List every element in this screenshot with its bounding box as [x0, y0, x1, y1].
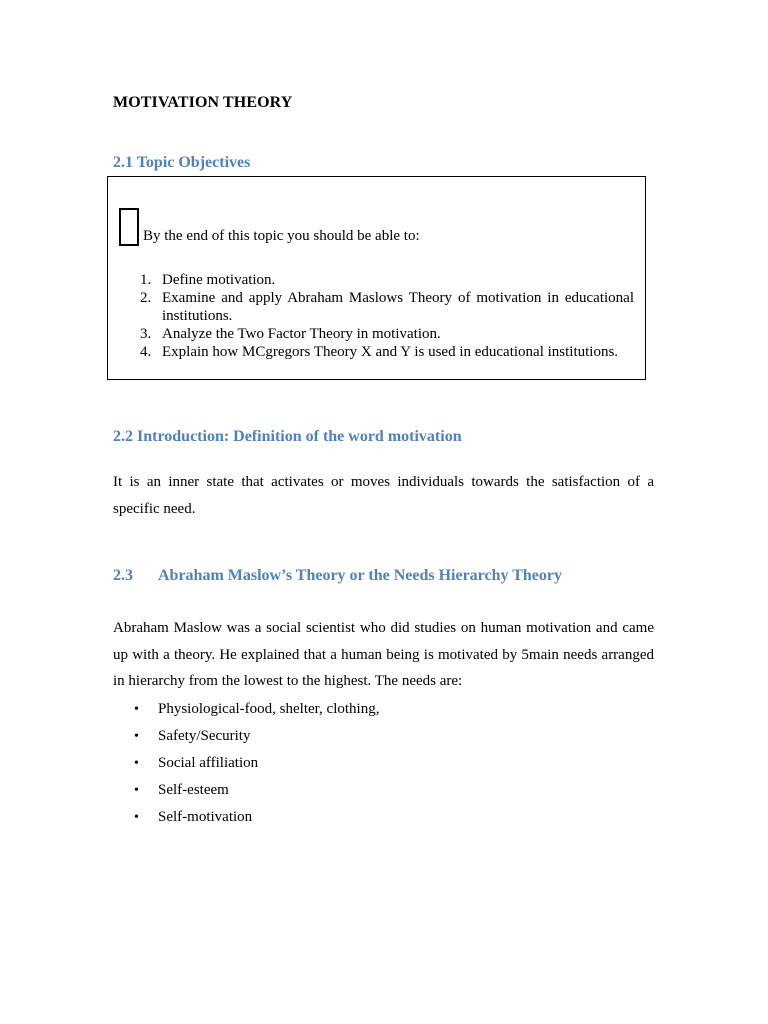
objectives-list	[136, 271, 634, 361]
objective-item	[136, 271, 634, 289]
bullet-icon: •	[134, 729, 139, 744]
bullet-icon: •	[134, 756, 139, 771]
missing-glyph-icon	[119, 208, 139, 246]
bullet-icon: •	[134, 783, 139, 798]
objective-item	[136, 289, 634, 325]
section-2-3-number: 2.3	[113, 567, 133, 584]
document-title: MOTIVATION THEORY	[113, 94, 293, 111]
objective-text: Examine and apply Abraham Maslows Theory of motivation in educational institutions.	[162, 290, 634, 324]
section-2-2-heading: 2.2 Introduction: Definition of the word motivation	[113, 428, 462, 445]
need-item	[113, 723, 379, 750]
need-text: Safety/Security	[158, 728, 251, 744]
need-item	[113, 696, 379, 723]
need-item	[113, 804, 379, 831]
need-text: Physiological-food, shelter, clothing,	[158, 701, 380, 717]
objective-number: 1.	[140, 272, 152, 288]
objective-number: 2.	[140, 290, 152, 306]
maslow-paragraph: Abraham Maslow was a social scientist who did studies on human motivation and came up with a theory. He explained that a human being is motivated by 5main needs arranged in hierarchy from the lowest to the highest. The needs are:	[113, 620, 654, 689]
bullet-icon: •	[134, 702, 139, 717]
need-text: Self-esteem	[158, 782, 229, 798]
objective-text: Define motivation.	[162, 272, 276, 288]
objective-number: 3.	[140, 326, 152, 342]
bullet-icon: •	[134, 810, 139, 825]
section-2-3-title: Abraham Maslow’s Theory or the Needs Hierarchy Theory	[158, 567, 562, 584]
objectives-box	[107, 176, 646, 380]
objective-text: Analyze the Two Factor Theory in motivation.	[162, 326, 441, 342]
objective-item	[136, 325, 634, 343]
section-2-1-heading: 2.1 Topic Objectives	[113, 154, 251, 171]
need-text: Self-motivation	[158, 809, 253, 825]
objective-item	[136, 343, 634, 361]
need-item	[113, 777, 379, 804]
need-text: Social affiliation	[158, 755, 259, 771]
objective-number: 4.	[140, 344, 152, 360]
needs-list	[113, 696, 379, 831]
need-item	[113, 750, 379, 777]
definition-paragraph: It is an inner state that activates or moves individuals towards the satisfaction of a specific need.	[113, 474, 654, 517]
section-2-3-heading	[113, 567, 562, 585]
objective-text: Explain how MCgregors Theory X and Y is used in educational institutions.	[162, 344, 619, 360]
objectives-intro: By the end of this topic you should be able to:	[143, 228, 420, 244]
